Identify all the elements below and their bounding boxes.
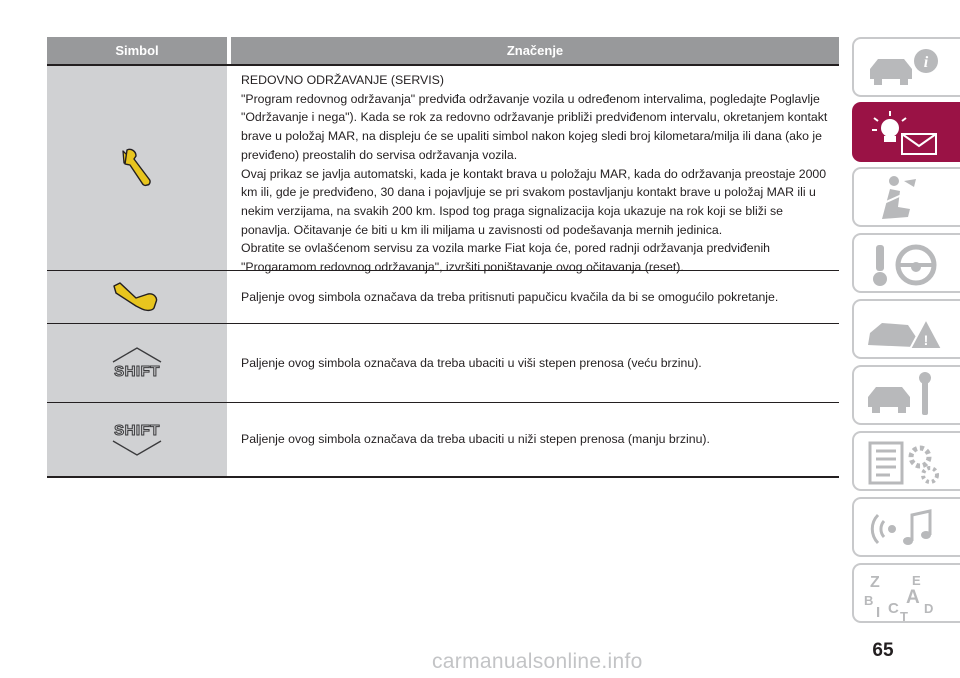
clutch-pedal-icon bbox=[110, 280, 164, 314]
arrow-up-icon bbox=[111, 346, 163, 364]
symbol-cell bbox=[47, 271, 227, 323]
shift-up-icon bbox=[111, 346, 163, 380]
header-symbol: Simbol bbox=[115, 43, 159, 58]
shift-label: SHIFT bbox=[114, 421, 160, 439]
index-letter: C bbox=[888, 600, 899, 617]
index-letter: A bbox=[906, 587, 920, 608]
tab-technical-data[interactable] bbox=[852, 431, 960, 491]
warning-light-message-icon bbox=[860, 108, 956, 160]
tab-car-info[interactable] bbox=[852, 37, 960, 97]
tab-safety[interactable] bbox=[852, 167, 960, 227]
meaning-cell bbox=[231, 403, 839, 476]
alphabetical-index-icon bbox=[860, 569, 956, 621]
table-row bbox=[47, 271, 839, 324]
tab-maintenance[interactable] bbox=[852, 365, 960, 425]
index-letter: D bbox=[924, 601, 934, 616]
symbol-cell bbox=[47, 66, 227, 270]
meaning-text: REDOVNO ODRŽAVANJE (SERVIS) "Program redovnog održavanja" predviđa održavanje vozila u određenom intervalima, pogledajte Poglavlje "Održavanje i nega"). Kada se rok za redovno održavanje približi predviđenom intervalu, okretanjem kontakt brave u položaj MAR, na displeju će se upaliti simbol nakon kojeg sledi broj kilometara/milja ili dana (ako je previđeno) preostalih do servisa održavanja vozila. Ovaj prikaz se javlja automatski, kada je kontakt brava u položaju MAR, kada do održavanja preostaje 2000 km ili, gde je predviđeno, 30 dana i pojavljuje se pri svakom postavljanju kontakt brave u položaj MAR ili u nekim verzijama, na svakih 200 km. Ispod tog praga signalizacija koja ukazuje na rok koji se bliži se ponavlja. Očitavanje će biti u km ili miljama u zavisnosti od podešavanja mernih jedinica. Obratite se ovlašćenom servisu za vozila marke Fiat koja će, pored radnji održavanja predviđenih "Progaramom redovnog održavanja", izvršiti poništavanje ovog očitavanja (reset). bbox=[241, 73, 828, 275]
index-letter: I bbox=[876, 604, 881, 621]
meaning-text: Paljenje ovog simbola označava da treba pritisnuti papučicu kvačila da bi se omogućilo pokretanje. bbox=[241, 289, 779, 304]
header-meaning: Značenje bbox=[506, 43, 564, 58]
tab-multimedia[interactable] bbox=[852, 497, 960, 557]
index-letter: B bbox=[864, 593, 874, 608]
shift-label: SHIFT bbox=[114, 363, 160, 380]
svg-text:i: i bbox=[923, 54, 929, 71]
car-maintenance-tools-icon bbox=[860, 371, 956, 423]
car-accident-warning-icon bbox=[860, 305, 956, 357]
meaning-text: Paljenje ovog simbola označava da treba ubaciti u viši stepen prenosa (veću brzinu). bbox=[241, 355, 702, 370]
svg-text:!: ! bbox=[923, 332, 929, 348]
symbol-table bbox=[47, 37, 839, 478]
watermark: carmanualsonline.info bbox=[432, 650, 643, 673]
symbol-cell bbox=[47, 403, 227, 476]
index-letter: E bbox=[912, 573, 921, 588]
tab-index[interactable] bbox=[852, 563, 960, 623]
table-row bbox=[47, 66, 839, 275]
meaning-cell bbox=[231, 271, 839, 323]
car-info-icon bbox=[860, 43, 956, 95]
specifications-gears-icon bbox=[860, 437, 956, 489]
tab-starting-driving[interactable] bbox=[852, 233, 960, 293]
meaning-cell bbox=[231, 66, 839, 275]
meaning-text: Paljenje ovog simbola označava da treba ubaciti u niži stepen prenosa (manju brzinu). bbox=[241, 432, 710, 447]
table-row bbox=[47, 324, 839, 403]
symbol-cell bbox=[47, 324, 227, 402]
arrow-down-icon bbox=[111, 439, 163, 457]
index-letter: T bbox=[900, 609, 908, 621]
multimedia-icon bbox=[860, 503, 956, 555]
meaning-cell bbox=[231, 324, 839, 402]
seat-airbag-icon bbox=[860, 173, 956, 225]
table-header bbox=[47, 37, 839, 66]
key-steering-wheel-icon bbox=[860, 239, 956, 291]
tab-emergency[interactable] bbox=[852, 299, 960, 359]
wrench-icon bbox=[117, 145, 157, 191]
page-number: 65 bbox=[872, 640, 894, 661]
index-letter: Z bbox=[870, 574, 880, 591]
table-row bbox=[47, 403, 839, 478]
tab-warning-lights[interactable] bbox=[852, 102, 960, 162]
shift-down-icon bbox=[111, 423, 163, 457]
